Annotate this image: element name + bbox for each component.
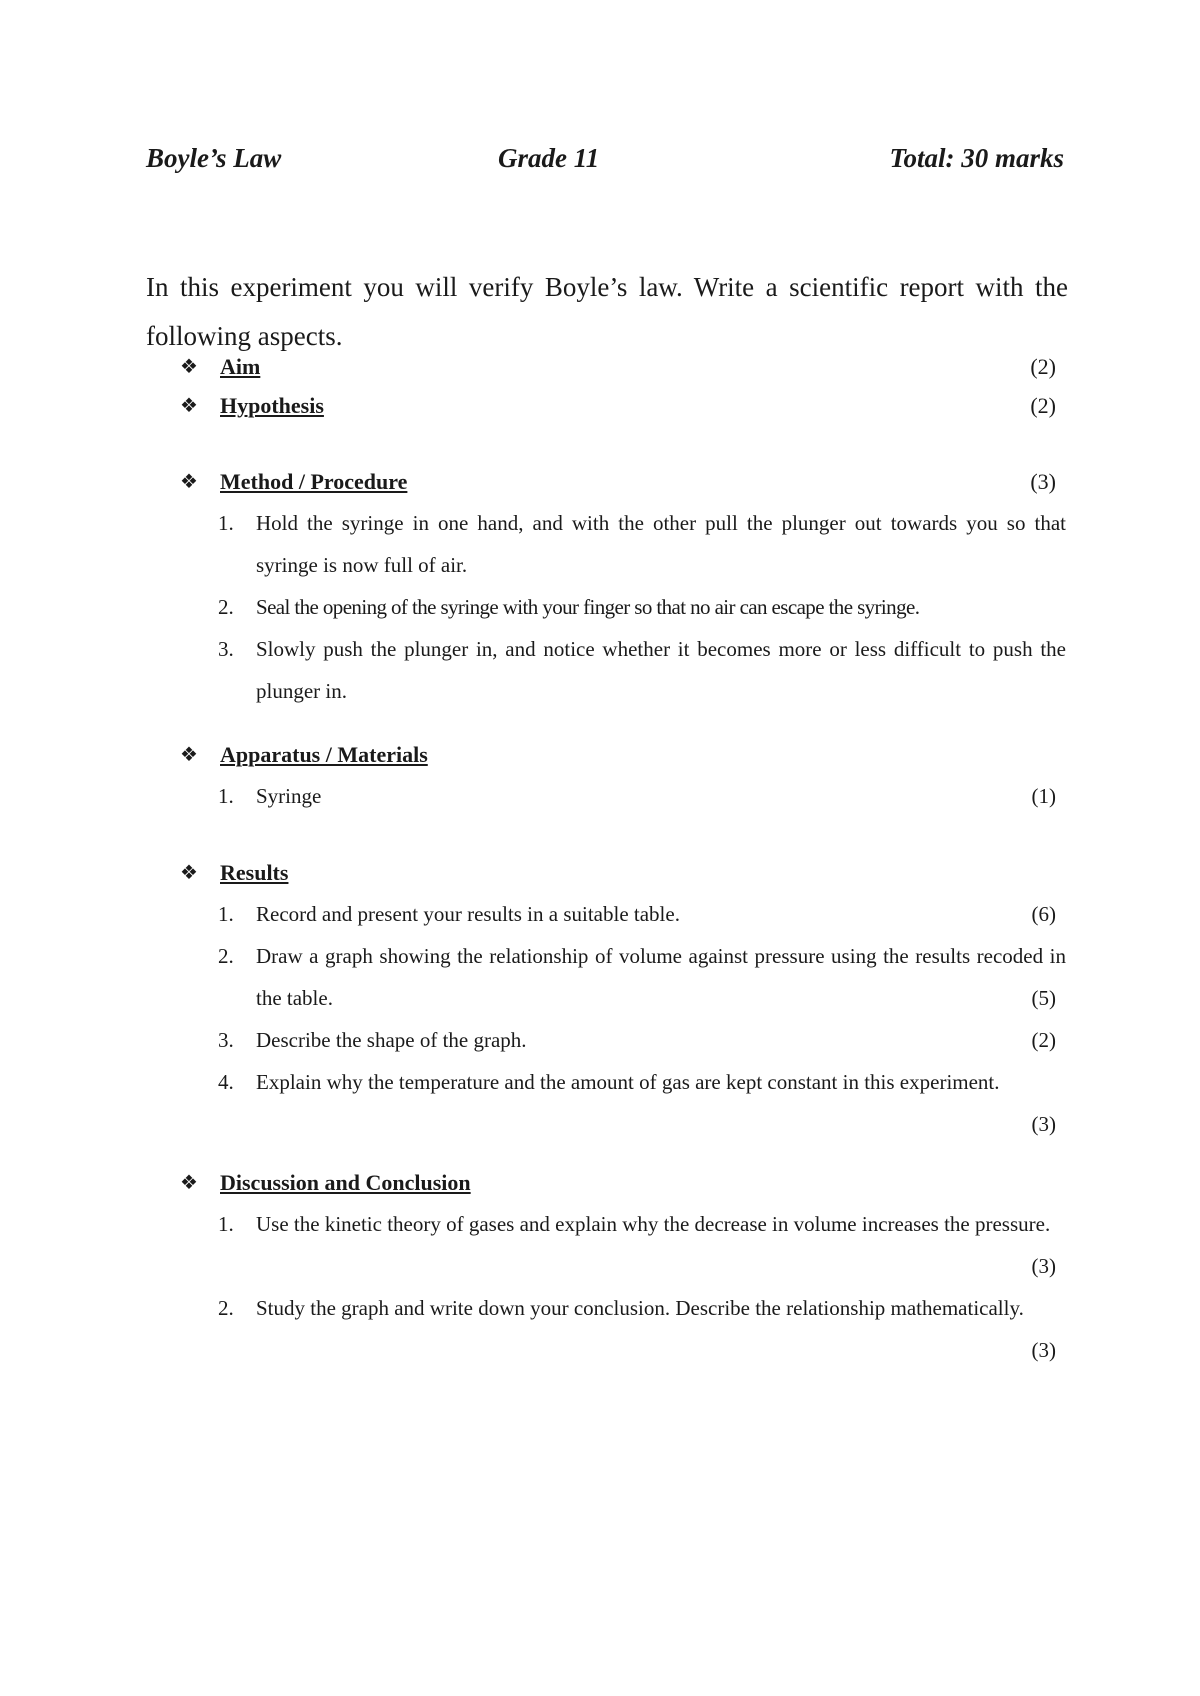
section-results — [180, 858, 1056, 888]
worksheet-title: Boyle’s Law — [146, 143, 282, 173]
item-number: 1. — [218, 784, 234, 808]
item-mark: (3) — [1031, 1338, 1056, 1362]
item-text: Draw a graph showing the relationship of volume against pressure using the results recoded in the table. — [256, 944, 1066, 1010]
section-heading-hypothesis: Hypothesis — [220, 393, 324, 418]
item-text: Seal the opening of the syringe with your finger so that no air can escape the syringe. — [256, 595, 920, 619]
item-text: Study the graph and write down your conclusion. Describe the relationship mathematically. — [256, 1296, 1024, 1320]
item-number: 4. — [218, 1070, 234, 1094]
section-heading-aim: Aim — [220, 354, 261, 379]
diamond-bullet-icon: ❖ — [180, 744, 198, 766]
section-apparatus — [180, 740, 1056, 770]
item-mark: (2) — [1031, 1028, 1056, 1052]
worksheet-header — [146, 143, 1064, 183]
section-heading-discussion: Discussion and Conclusion — [220, 1170, 471, 1195]
item-number: 1. — [218, 902, 234, 926]
section-hypothesis — [180, 391, 1056, 421]
item-number: 2. — [218, 1296, 234, 1320]
diamond-bullet-icon: ❖ — [180, 862, 198, 884]
item-number: 3. — [218, 1028, 234, 1052]
item-mark: (3) — [1031, 1112, 1056, 1136]
item-number: 2. — [218, 595, 234, 619]
item-number: 3. — [218, 637, 234, 661]
item-text: Describe the shape of the graph. — [256, 1028, 527, 1052]
item-number: 1. — [218, 1212, 234, 1236]
item-number: 2. — [218, 944, 234, 968]
item-number: 1. — [218, 511, 234, 535]
item-mark: (1) — [1031, 784, 1056, 808]
item-mark: (5) — [1031, 986, 1056, 1010]
item-text: Hold the syringe in one hand, and with the other pull the plunger out towards you so that syringe is now full of air. — [256, 511, 1066, 577]
section-heading-apparatus: Apparatus / Materials — [220, 742, 428, 767]
diamond-bullet-icon: ❖ — [180, 1172, 198, 1194]
item-text: Slowly push the plunger in, and notice whether it becomes more or less difficult to push the plunger in. — [256, 637, 1066, 703]
section-mark: (2) — [1030, 354, 1056, 379]
section-heading-method: Method / Procedure — [220, 469, 408, 494]
item-text: Use the kinetic theory of gases and explain why the decrease in volume increases the pressure. — [256, 1212, 1051, 1236]
diamond-bullet-icon: ❖ — [180, 395, 198, 417]
section-aim — [180, 352, 1056, 382]
item-text: Record and present your results in a suitable table. — [256, 902, 680, 926]
section-mark: (3) — [1030, 469, 1056, 494]
section-heading-results: Results — [220, 860, 289, 885]
item-mark: (3) — [1031, 1254, 1056, 1278]
item-text: Syringe — [256, 784, 322, 808]
section-mark: (2) — [1030, 393, 1056, 418]
section-discussion — [180, 1168, 1056, 1198]
item-text: Explain why the temperature and the amount of gas are kept constant in this experiment. — [256, 1070, 1000, 1094]
diamond-bullet-icon: ❖ — [180, 356, 198, 378]
section-method — [180, 467, 1056, 497]
diamond-bullet-icon: ❖ — [180, 471, 198, 493]
grade-label: Grade 11 — [498, 143, 600, 173]
item-mark: (6) — [1031, 902, 1056, 926]
intro-paragraph: In this experiment you will verify Boyle’s law. Write a scientific report with the following aspects. — [146, 272, 1068, 351]
total-marks: Total: 30 marks — [889, 143, 1064, 173]
